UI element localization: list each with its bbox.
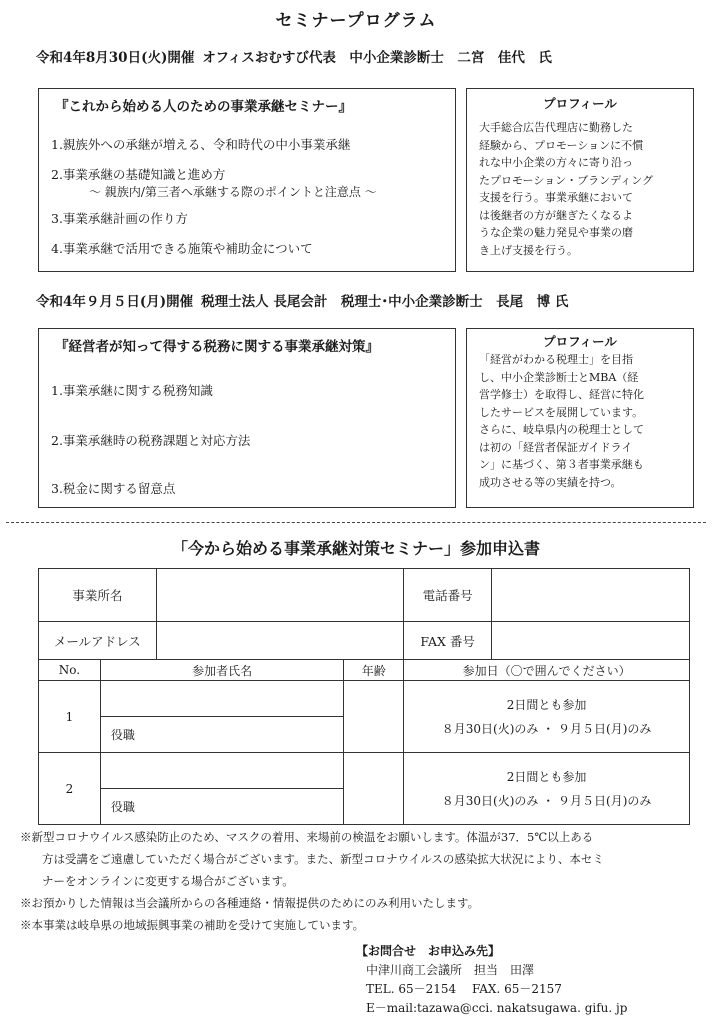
session-2-content-box [38,328,456,508]
email-input[interactable] [156,622,403,660]
profile-line: 支援を行う。事業承継において [479,191,633,204]
participant-number: 2 [39,753,101,825]
session-1-speaker: オフィスおむすび代表 中小企業診断士 二宮 佳代 氏 [202,50,552,66]
profile-line: は初の「経営者保証ガイドライ [479,440,633,454]
participant-name-input[interactable] [100,681,343,717]
session-2-profile-title: プロフィール [543,334,617,349]
participant-date-choice[interactable] [404,681,690,753]
company-label: 事業所名 [39,569,157,622]
session-1-date: 令和4年8月30日(火)開催 [36,50,195,66]
session-1-profile-title: プロフィール [543,96,617,111]
fax-cell [404,622,690,660]
profile-line: さらに、岐阜県内の税理士として [479,423,644,436]
position-label: 役職 [110,800,135,814]
session-1-header [36,46,552,66]
contact-heading: 【お問合せ お申込み先】 [356,944,501,958]
session-1-profile-text [479,119,683,259]
session-2-title: 『経営者が知って得する税務に関する事業承継対策』 [55,339,379,355]
profile-line: 大手総合広告代理店に勤務した [479,121,633,134]
session-1-title: 『これから始める人のための事業承継セミナー』 [55,99,352,115]
contact-tel-fax: TEL. 65－2154 FAX. 65－2157 [366,982,562,996]
profile-line: れな中小企業の方々に寄り沿っ [479,156,633,169]
session-2-topic-3: 3.税金に関する留意点 [51,481,176,496]
session-2-profile-text [479,351,683,491]
session-1-topic-2: 2.事業承継の基礎知識と進め方 [51,167,226,182]
session-2-topic-1: 1.事業承継に関する税務知識 [51,383,213,398]
session-1-profile-box [466,88,694,272]
participant-date-choice[interactable] [404,753,690,825]
contact-email[interactable]: E－mail:tazawa@cci. nakatsugawa. gifu. jp [366,1001,628,1015]
phone-input[interactable] [492,569,689,621]
profile-line: 「経営がわかる税理士」を目指 [479,353,633,366]
profile-line: たプロモーション・ブランディング [479,173,654,187]
participant-age-input[interactable] [344,681,404,753]
profile-line: し、中小企業診断士とMBA（経 [479,370,639,384]
profile-line: 成功させる等の実績を持つ。 [479,475,622,489]
session-1-topic-2-sub: ～ 親族内/第三者へ承継する際のポイントと注意点 ～ [89,185,377,199]
session-1-topic-3: 3.事業承継計画の作り方 [51,211,188,226]
company-input[interactable] [156,569,403,622]
session-1-topic-1: 1.親族外への承継が増える、令和時代の中小事業承継 [51,137,351,152]
profile-line: うな企業の魅力発見や事業の磨 [479,226,633,239]
choice-both-days[interactable]: 2日間とも参加 [506,697,587,712]
profile-line: 営学修士）を取得し、経営に特化 [479,388,644,401]
choice-single-day[interactable]: ８月30日(火)のみ ・ ９月５日(月)のみ [441,793,652,808]
session-2-header [36,290,568,310]
choice-both-days[interactable]: 2日間とも参加 [506,769,587,784]
fax-label: FAX 番号 [404,622,492,659]
note-line: ※本事業は岐阜県の地域振興事業の補助を受けて実施しています。 [20,918,365,932]
profile-line: ン」に基づく、第３者事業承継も [479,458,644,471]
session-2-date: 令和4年９月５日(月)開催 [36,294,194,310]
company-row [39,569,690,622]
phone-label: 電話番号 [404,569,492,621]
contact-org: 中津川商工会議所 担当 田澤 [366,963,535,977]
page-title: セミナープログラム [275,11,437,31]
contact-block [356,942,627,1018]
participant-age-input[interactable] [344,753,404,825]
session-2-speaker: 税理士法人 長尾会計 税理士･中小企業診断士 長尾 博 氏 [201,294,569,310]
email-label: メールアドレス [39,622,157,660]
profile-line: は後継者の方が継ぎたくなるよ [479,208,633,222]
position-label: 役職 [110,728,135,742]
participant-row [39,681,690,717]
profile-line: 経験から、プロモーションに不慣 [479,138,644,152]
position-field[interactable] [100,789,343,825]
phone-cell [404,569,690,622]
note-line: ※お預かりした情報は当会議所からの各種連絡・情報提供のためにのみ利用いたします。 [20,896,480,910]
participant-header-row [39,660,690,681]
session-2-topic-2: 2.事業承継時の税務課題と対応方法 [51,433,251,448]
participant-row [39,753,690,789]
form-title: 「今から始める事業承継対策セミナー」参加申込書 [171,539,540,558]
cut-line-divider [6,522,706,523]
note-line: ※新型コロナウイルス感染防止のため、マスクの着用、来場前の検温をお願いします。体温が37．5℃以上ある [20,830,594,844]
application-form-table [38,568,690,825]
session-1-content-box [38,88,456,272]
header-age: 年齢 [344,660,404,681]
participant-number: 1 [39,681,101,753]
position-field[interactable] [100,717,343,753]
header-name: 参加者氏名 [100,660,343,681]
notes-section [20,826,700,936]
note-line: ナーをオンラインに変更する場合がございます。 [42,874,294,888]
session-1-topic-4: 4.事業承継で活用できる施策や補助金について [51,241,313,256]
profile-line: したサービスを展開しています。 [479,405,644,419]
email-row [39,622,690,660]
profile-line: き上げ支援を行う。 [479,243,578,257]
session-2-profile-box [466,328,694,508]
participant-name-input[interactable] [100,753,343,789]
header-date: 参加日（〇で囲んでください） [404,660,690,681]
note-line: 方は受講をご遠慮していただく場合がございます。また、新型コロナウイルスの感染拡大状況により、本セミ [42,852,604,866]
header-no: No. [39,660,101,681]
fax-input[interactable] [492,622,689,659]
choice-single-day[interactable]: ８月30日(火)のみ ・ ９月５日(月)のみ [441,721,652,736]
